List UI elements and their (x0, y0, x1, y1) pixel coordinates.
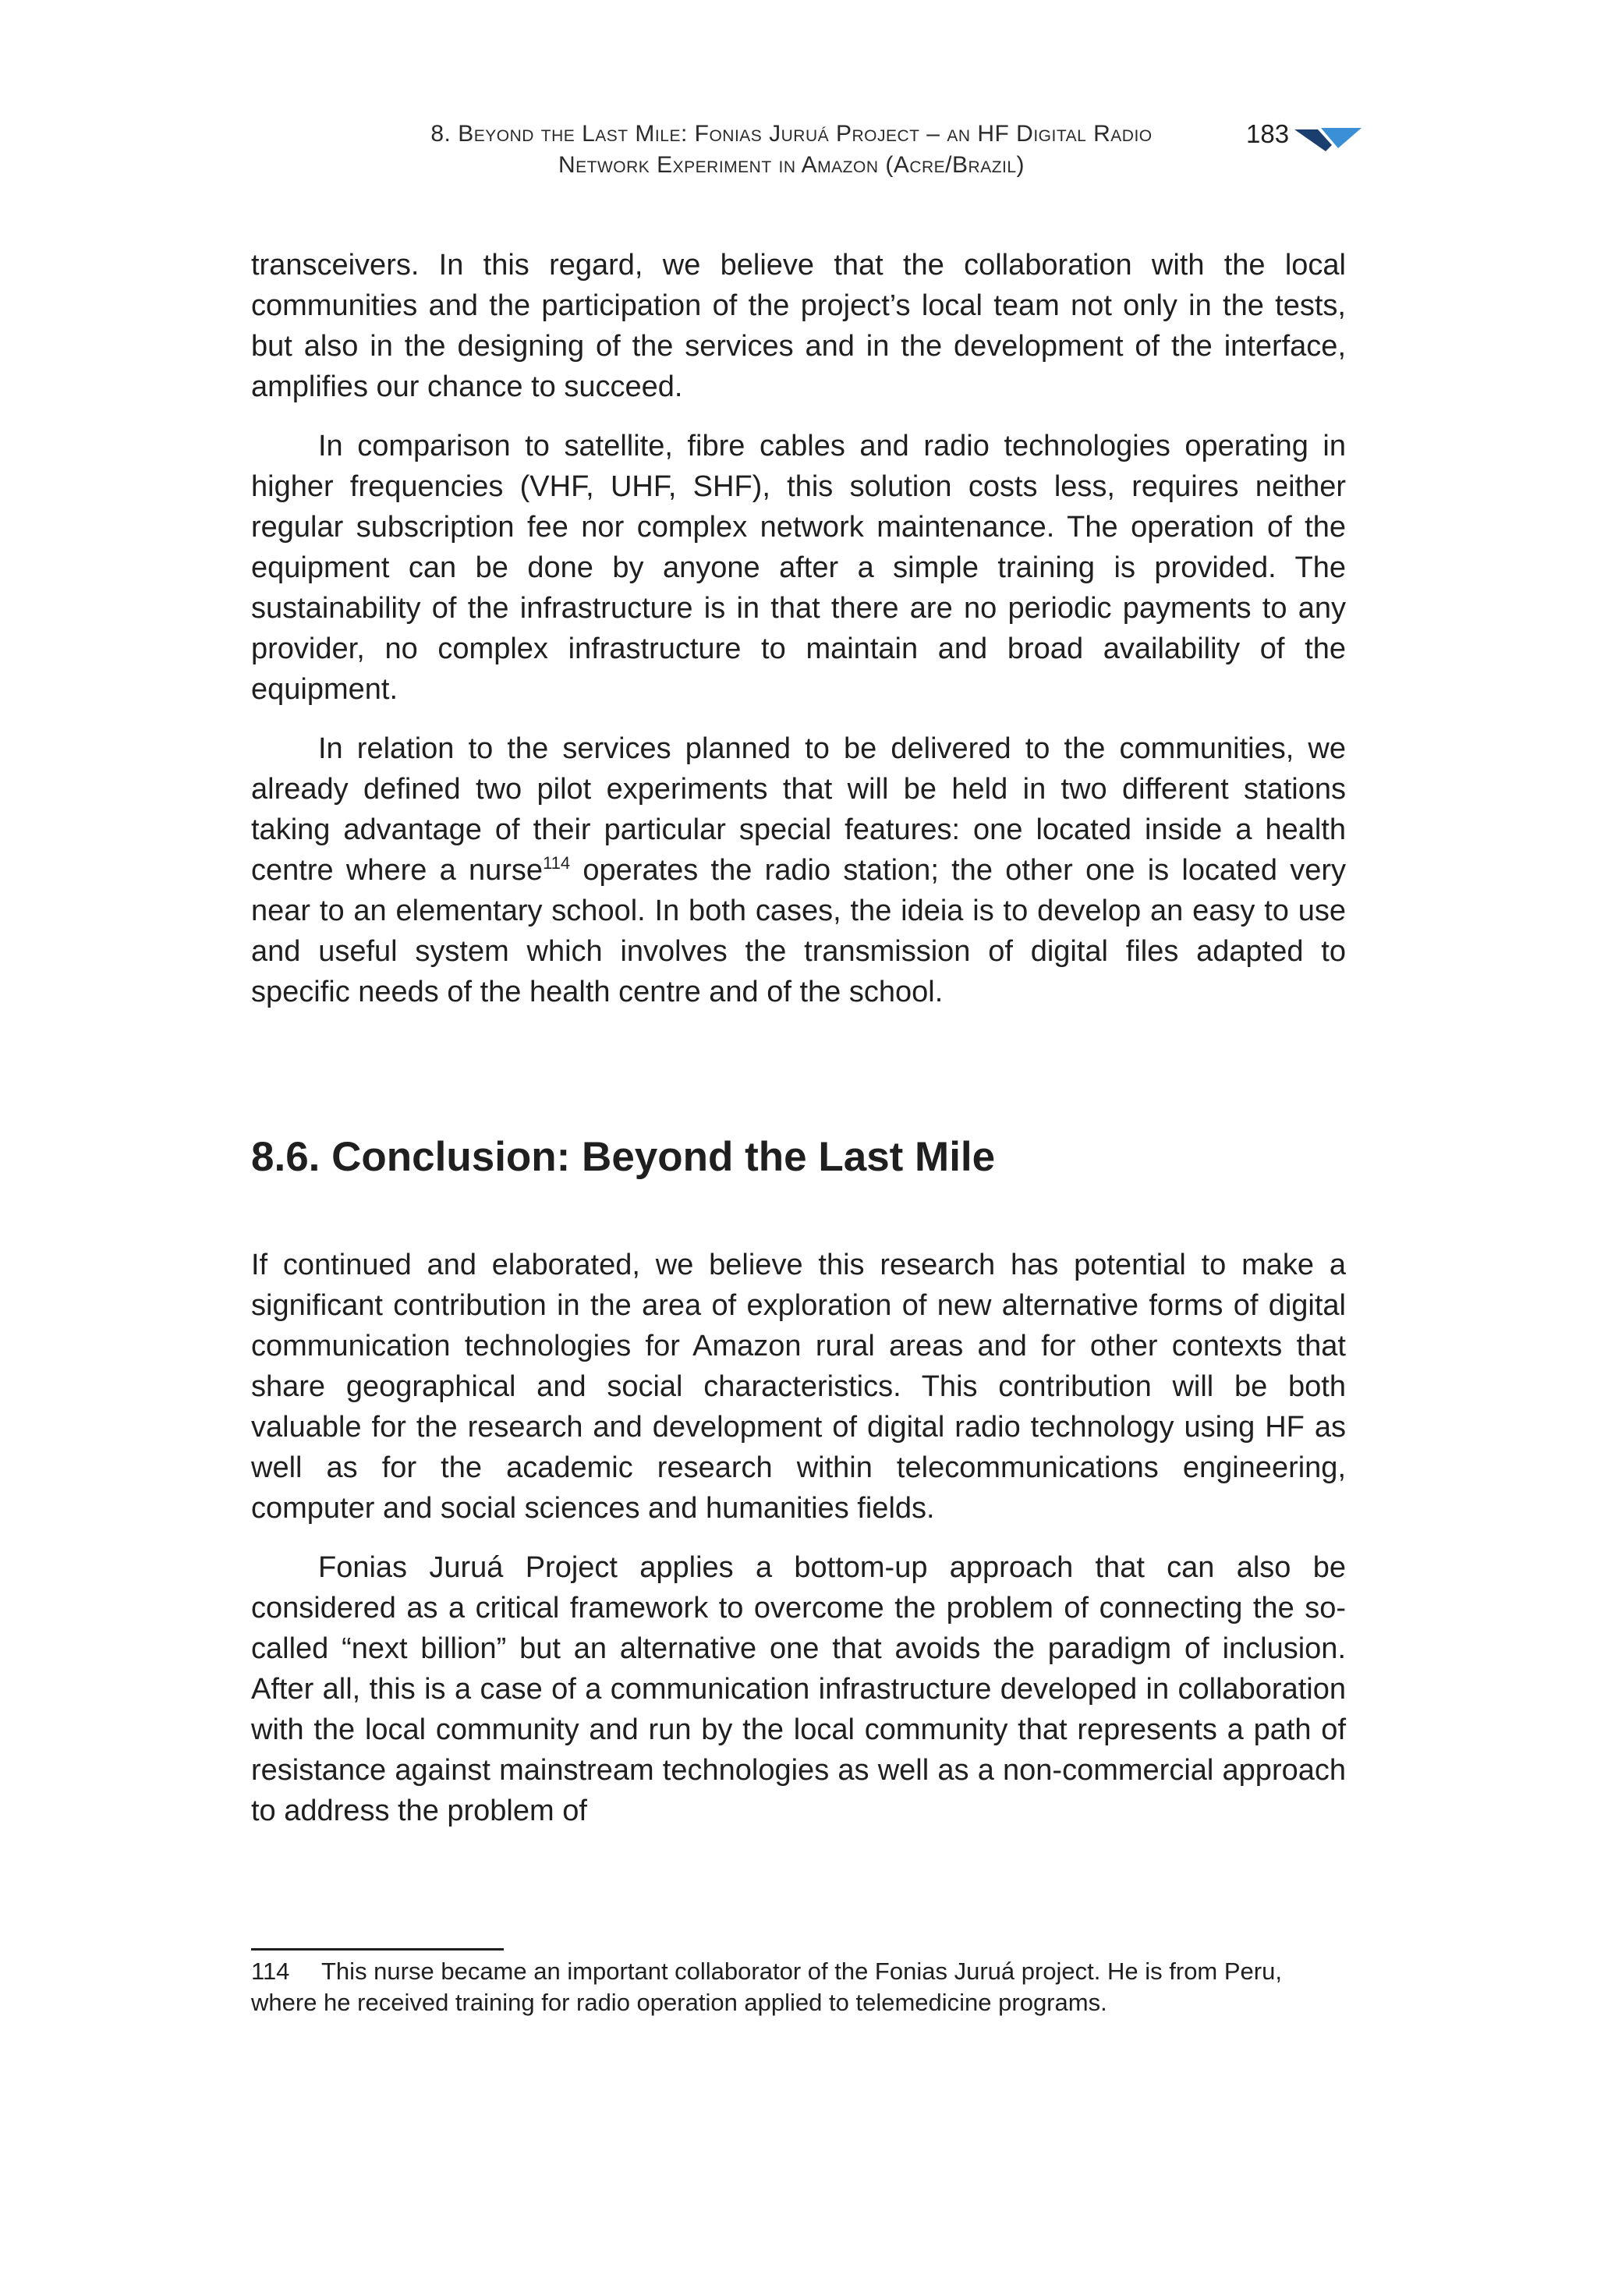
page-number: 183 (1246, 119, 1290, 148)
footnote (251, 1956, 1346, 2018)
paragraph-services (251, 728, 1346, 1012)
paragraph-comparison: In comparison to satellite, fibre cables and radio technologies operating in higher frequencies (VHF, UHF, SHF), this solution costs less, requires neither regular subscription fee nor complex network maintenance. The operation of the equipment can be done by anyone after a simple training is provided. The sustainability of the infrastructure is in that there are no periodic payments to any provider, no complex infrastructure to maintain and broad availability of the equipment. (251, 430, 1346, 706)
running-header (374, 119, 1209, 181)
paragraph-continued: transceivers. In this regard, we believe that the collaboration with the local communities and the participation of the project’s local team not only in the tests, but also in the designing of the services and in the development of the interface, amplifies our chance to succeed. (251, 249, 1346, 403)
footnote-reference: 114 (543, 853, 571, 873)
footnote-text: This nurse became an important collaborator of the Fonias Juruá project. He is from Peru, where he received training for radio operation applied to telemedicine programs. (251, 1958, 1282, 2016)
footnote-number: 114 (251, 1958, 290, 1985)
section-heading: 8.6. Conclusion: Beyond the Last Mile (251, 1134, 996, 1180)
paragraph-services-before: In relation to the services planned to be delivered to the communities, we already defined two pilot experiments that will be held in two different stations taking advantage of their particular special features: one located inside a health centre where a nurse (251, 732, 1346, 887)
paragraph-services-after: operates the radio station; the other one is located very near to an elementary school. In both cases, the ideia is to develop an easy to use and useful system which involves the transmission of digital files adapted to specific needs of the health centre and of the school. (251, 854, 1346, 1008)
body-text-conclusion (251, 1245, 1346, 1831)
publisher-corner-mark-icon (1294, 125, 1362, 156)
paragraph-conclusion-2: Fonias Juruá Project applies a bottom-up approach that can also be considered as a critical framework to overcome the problem of connecting the so-called “next billion” but an alternative one that avoids the paradigm of inclusion. After all, this is a case of a communication infrastructure developed in collaboration with the local community and run by the local community that represents a path of resistance against mainstream technologies as well as a non-commercial approach to address the problem of (251, 1551, 1346, 1827)
paragraph-conclusion-1: If continued and elaborated, we believe this research has potential to make a significant contribution in the area of exploration of new alternative forms of digital communication technologies for Amazon rural areas and for other contexts that share geographical and social characteristics. This contribution will be both valuable for the research and development of digital radio technology using HF as well as for the academic research within telecommunications engineering, computer and social sciences and humanities fields. (251, 1249, 1346, 1525)
footnote-divider (251, 1948, 504, 1951)
running-header-line-1: 8. Beyond the Last Mile: Fonias Juruá Project – an HF Digital Radio (430, 121, 1153, 147)
running-header-line-2: Network Experiment in Amazon (Acre/Brazil) (558, 152, 1025, 178)
body-text-top (251, 245, 1346, 1012)
